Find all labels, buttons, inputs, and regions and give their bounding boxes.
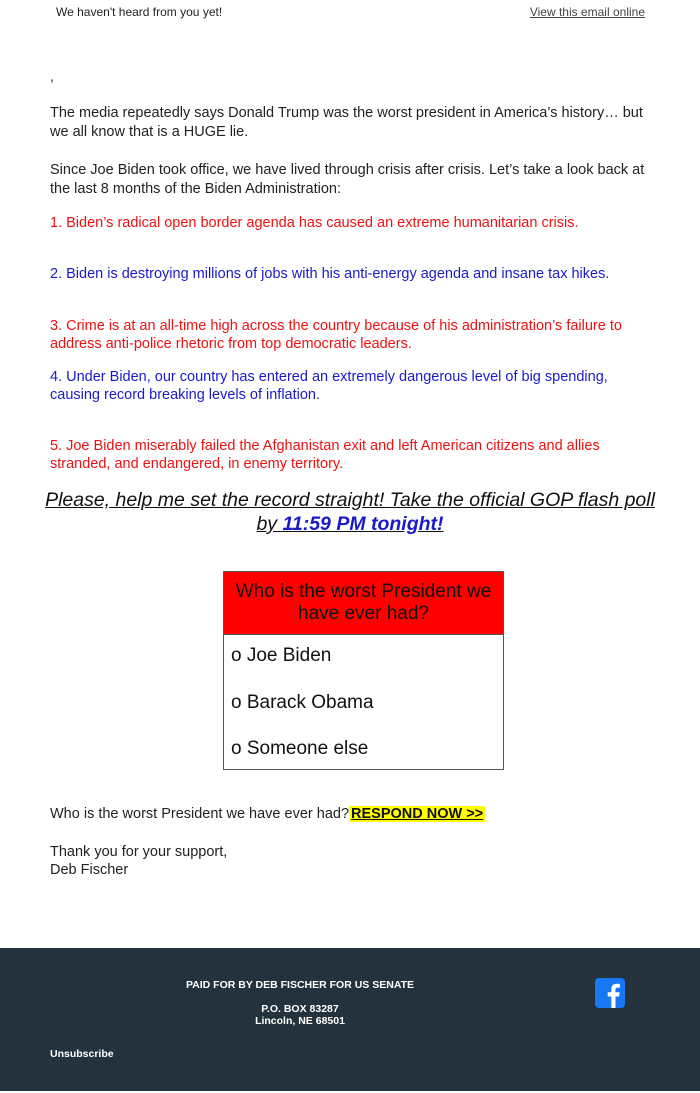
respond-now-button[interactable]: RESPOND NOW >> bbox=[351, 806, 484, 822]
greeting-punctuation: , bbox=[50, 68, 54, 84]
address-line-1: P.O. BOX 83287 bbox=[261, 1003, 339, 1015]
cta-deadline: 11:59 PM tonight! bbox=[282, 513, 444, 535]
facebook-icon[interactable] bbox=[595, 978, 625, 1008]
poll-cta-link[interactable] bbox=[40, 488, 660, 536]
signer-name: Deb Fischer bbox=[50, 862, 129, 878]
address-line-2: Lincoln, NE 68501 bbox=[255, 1015, 345, 1027]
list-item-4: 4. Under Biden, our country has entered an extremely dangerous level of big spending, causing record breaking levels of inflation. bbox=[50, 369, 608, 403]
poll-question: Who is the worst President we have ever had? bbox=[224, 572, 503, 635]
cta-heading-text: Please, help me set the record straight! Take the official GOP flash poll by bbox=[45, 489, 655, 535]
view-online-link[interactable]: View this email online bbox=[529, 5, 645, 19]
thanks-text: Thank you for your support, bbox=[50, 844, 228, 860]
context-paragraph: Since Joe Biden took office, we have lived through crisis after crisis. Let’s take a look back at the last 8 months of the Biden Administration: bbox=[50, 162, 645, 197]
poll-option-joe-biden[interactable]: o Joe Biden bbox=[231, 645, 332, 666]
list-item-5: 5. Joe Biden miserably failed the Afghanistan exit and left American citizens and allies stranded, and endangered, in enemy territory. bbox=[50, 438, 600, 472]
footer bbox=[0, 948, 700, 1091]
preheader-text: We haven't heard from you yet! bbox=[56, 5, 223, 19]
signoff bbox=[50, 843, 227, 879]
poll-option-someone-else[interactable]: o Someone else bbox=[231, 738, 369, 759]
list-item-2: 2. Biden is destroying millions of jobs with his anti-energy agenda and insane tax hikes. bbox=[50, 266, 610, 282]
list-item-1: 1. Biden’s radical open border agenda has caused an extreme humanitarian crisis. bbox=[50, 215, 579, 231]
intro-paragraph: The media repeatedly says Donald Trump was the worst president in America’s history… but we all know that is a HUGE lie. bbox=[50, 105, 643, 140]
unsubscribe-link[interactable]: Unsubscribe bbox=[50, 1048, 114, 1060]
respond-question: Who is the worst President we have ever had? bbox=[50, 806, 350, 822]
facebook-logo-glyph bbox=[595, 978, 625, 1008]
paid-for-disclaimer: PAID FOR BY DEB FISCHER FOR US SENATE bbox=[185, 979, 415, 991]
respond-line bbox=[50, 806, 485, 822]
list-item-3: 3. Crime is at an all-time high across the country because of his administration’s failure to address anti-police rhetoric from top democratic leaders. bbox=[50, 318, 622, 352]
poll-box[interactable] bbox=[223, 571, 504, 770]
mailing-address bbox=[0, 1003, 600, 1027]
poll-option-barack-obama[interactable]: o Barack Obama bbox=[231, 692, 374, 713]
